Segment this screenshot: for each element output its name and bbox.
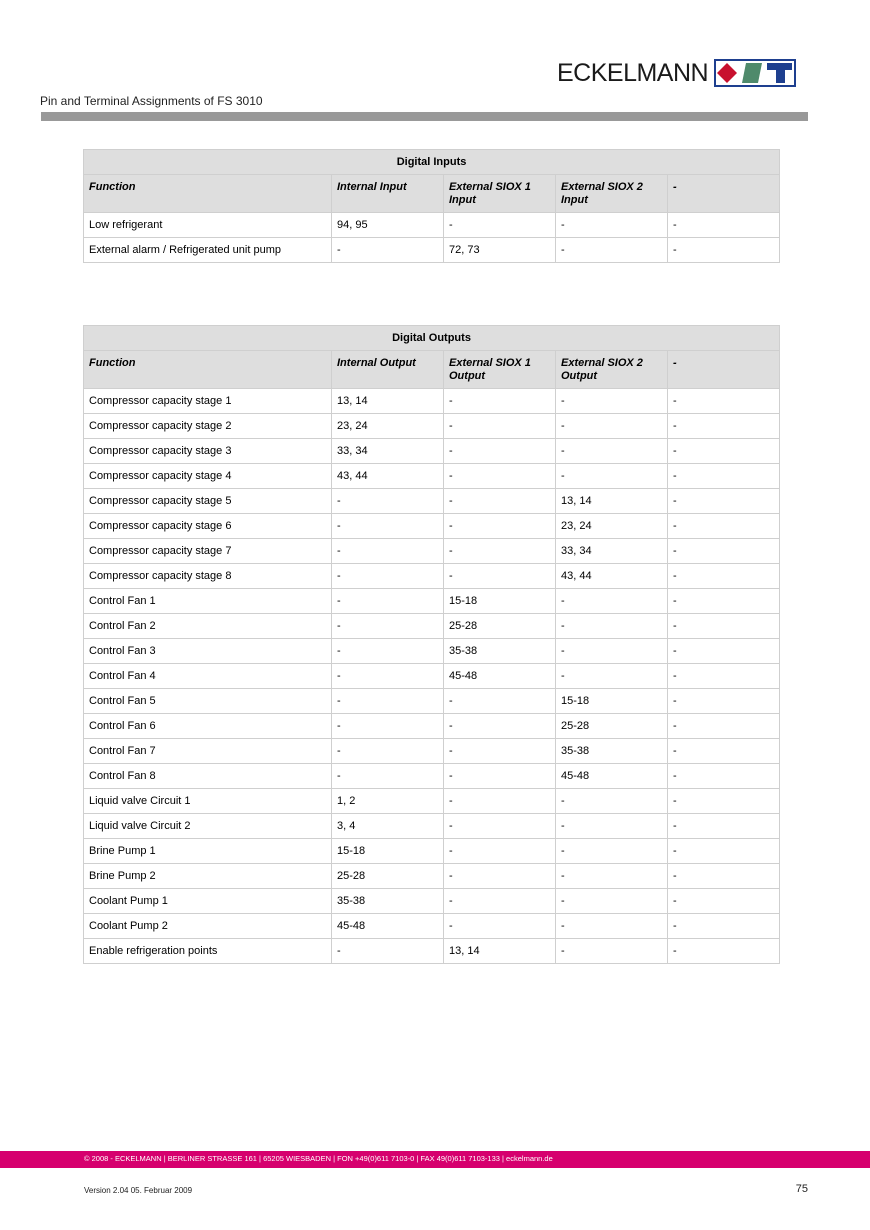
table-cell: Compressor capacity stage 8 <box>84 564 332 589</box>
column-header: Internal Output <box>332 351 444 389</box>
table-cell: External alarm / Refrigerated unit pump <box>84 238 332 263</box>
table-cell: - <box>668 439 780 464</box>
table-cell: Control Fan 7 <box>84 739 332 764</box>
digital-outputs-table <box>83 325 780 964</box>
table-cell: - <box>332 739 444 764</box>
table-cell: - <box>556 213 668 238</box>
table-cell: 33, 34 <box>556 539 668 564</box>
table-row <box>84 889 780 914</box>
table-cell: Control Fan 1 <box>84 589 332 614</box>
table-cell: 15-18 <box>444 589 556 614</box>
table-cell: 13, 14 <box>332 389 444 414</box>
table-cell: - <box>444 514 556 539</box>
table-cell: 43, 44 <box>332 464 444 489</box>
table-cell: - <box>444 914 556 939</box>
table-cell: Control Fan 6 <box>84 714 332 739</box>
table-cell: Control Fan 4 <box>84 664 332 689</box>
table-cell: - <box>668 213 780 238</box>
table-cell: 25-28 <box>556 714 668 739</box>
table-cell: - <box>444 213 556 238</box>
table-cell: - <box>332 489 444 514</box>
table-cell: 25-28 <box>332 864 444 889</box>
table-row <box>84 764 780 789</box>
digital-inputs-table <box>83 149 780 263</box>
table-cell: - <box>444 864 556 889</box>
table-cell: 33, 34 <box>332 439 444 464</box>
table-cell: Control Fan 5 <box>84 689 332 714</box>
table-cell: Compressor capacity stage 7 <box>84 539 332 564</box>
table-cell: 13, 14 <box>444 939 556 964</box>
table-cell: - <box>668 514 780 539</box>
table-cell: 15-18 <box>556 689 668 714</box>
table-cell: 72, 73 <box>444 238 556 263</box>
table-cell: Compressor capacity stage 4 <box>84 464 332 489</box>
table-cell: 3, 4 <box>332 814 444 839</box>
table-row <box>84 939 780 964</box>
table-cell: - <box>444 814 556 839</box>
table-cell: 25-28 <box>444 614 556 639</box>
table-cell: - <box>332 539 444 564</box>
table-cell: - <box>668 889 780 914</box>
table-row <box>84 464 780 489</box>
table-cell: Control Fan 8 <box>84 764 332 789</box>
table-cell: Coolant Pump 1 <box>84 889 332 914</box>
table-cell: 45-48 <box>444 664 556 689</box>
table-cell: - <box>556 889 668 914</box>
table-row <box>84 238 780 263</box>
table-cell: Control Fan 2 <box>84 614 332 639</box>
table-cell: Brine Pump 2 <box>84 864 332 889</box>
table-cell: - <box>668 714 780 739</box>
column-header: External SIOX 1 Output <box>444 351 556 389</box>
footer-band <box>0 1151 870 1168</box>
column-header: External SIOX 2 Input <box>556 175 668 213</box>
table-cell: - <box>668 739 780 764</box>
table-row <box>84 664 780 689</box>
table-cell: 15-18 <box>332 839 444 864</box>
table-cell: Compressor capacity stage 3 <box>84 439 332 464</box>
table-cell: - <box>668 764 780 789</box>
table-cell: 35-38 <box>444 639 556 664</box>
table-cell: - <box>332 639 444 664</box>
table-row <box>84 514 780 539</box>
table-cell: - <box>444 839 556 864</box>
table-cell: 35-38 <box>556 739 668 764</box>
table-cell: - <box>668 639 780 664</box>
table-cell: - <box>668 589 780 614</box>
table-cell: - <box>444 764 556 789</box>
table-cell: 13, 14 <box>556 489 668 514</box>
table-cell: - <box>668 389 780 414</box>
document-title: Pin and Terminal Assignments of FS 3010 <box>40 94 263 108</box>
table-row <box>84 714 780 739</box>
table-cell: 1, 2 <box>332 789 444 814</box>
table-cell: - <box>332 614 444 639</box>
table-cell: - <box>332 764 444 789</box>
table-cell: - <box>332 664 444 689</box>
table-cell: Coolant Pump 2 <box>84 914 332 939</box>
column-header: External SIOX 2 Output <box>556 351 668 389</box>
table-cell: - <box>556 389 668 414</box>
table-cell: - <box>332 564 444 589</box>
table-cell: - <box>444 564 556 589</box>
table-cell: - <box>556 439 668 464</box>
table-cell: - <box>556 614 668 639</box>
table-cell: Compressor capacity stage 2 <box>84 414 332 439</box>
table-cell: - <box>668 789 780 814</box>
column-header: External SIOX 1 Input <box>444 175 556 213</box>
table-cell: - <box>556 464 668 489</box>
table-cell: - <box>668 689 780 714</box>
table-cell: - <box>332 939 444 964</box>
page-number: 75 <box>795 1183 808 1195</box>
table-row <box>84 213 780 238</box>
table-cell: - <box>556 664 668 689</box>
table-cell: - <box>444 439 556 464</box>
version-info: Version 2.04 05. Februar 2009 <box>84 1186 193 1195</box>
column-header: Internal Input <box>332 175 444 213</box>
table-cell: - <box>444 714 556 739</box>
table-cell: - <box>332 689 444 714</box>
eckelmann-logo <box>557 58 796 88</box>
table-row <box>84 689 780 714</box>
digital-inputs-body <box>84 213 780 263</box>
table-cell: - <box>444 689 556 714</box>
table-cell: - <box>332 238 444 263</box>
table-cell: - <box>668 814 780 839</box>
table-cell: - <box>668 489 780 514</box>
column-header: Function <box>84 175 332 213</box>
table-row <box>84 539 780 564</box>
table-row <box>84 839 780 864</box>
table-cell: 35-38 <box>332 889 444 914</box>
digital-outputs-body <box>84 389 780 964</box>
table-cell: - <box>668 238 780 263</box>
table-row <box>84 639 780 664</box>
table-cell: - <box>556 839 668 864</box>
table-cell: - <box>444 539 556 564</box>
table-cell: - <box>444 789 556 814</box>
table-cell: - <box>556 789 668 814</box>
table-cell: Liquid valve Circuit 1 <box>84 789 332 814</box>
table-cell: 45-48 <box>556 764 668 789</box>
table-row <box>84 564 780 589</box>
table-row <box>84 414 780 439</box>
footer-contact-text: © 2008 - ECKELMANN | BERLINER STRASSE 161 | 65205 WIESBADEN | FON +49(0)611 7103-0 | FAX 49(0)611 7103-133 | eckelmann.de <box>84 1154 553 1163</box>
table-cell: - <box>668 414 780 439</box>
table-cell: - <box>668 864 780 889</box>
digital-outputs-title: Digital Outputs <box>84 326 780 351</box>
table-row <box>84 789 780 814</box>
table-cell: - <box>668 939 780 964</box>
table-cell: - <box>556 864 668 889</box>
table-row <box>84 739 780 764</box>
table-cell: - <box>556 814 668 839</box>
table-cell: Control Fan 3 <box>84 639 332 664</box>
table-cell: - <box>444 489 556 514</box>
table-cell: - <box>668 539 780 564</box>
column-header: Function <box>84 351 332 389</box>
table-cell: - <box>668 614 780 639</box>
header-rule <box>41 112 808 121</box>
table-cell: - <box>444 739 556 764</box>
table-cell: - <box>444 464 556 489</box>
digital-inputs-header-row <box>84 175 780 213</box>
table-cell: 23, 24 <box>332 414 444 439</box>
table-row <box>84 914 780 939</box>
table-cell: - <box>444 389 556 414</box>
table-cell: - <box>444 889 556 914</box>
table-cell: - <box>668 839 780 864</box>
table-cell: Compressor capacity stage 1 <box>84 389 332 414</box>
table-cell: - <box>556 414 668 439</box>
table-cell: Compressor capacity stage 6 <box>84 514 332 539</box>
digital-inputs-title: Digital Inputs <box>84 150 780 175</box>
table-cell: - <box>556 589 668 614</box>
table-row <box>84 439 780 464</box>
table-row <box>84 489 780 514</box>
table-cell: - <box>332 714 444 739</box>
table-cell: - <box>668 914 780 939</box>
table-cell: - <box>556 914 668 939</box>
table-row <box>84 614 780 639</box>
table-cell: Compressor capacity stage 5 <box>84 489 332 514</box>
table-cell: Liquid valve Circuit 2 <box>84 814 332 839</box>
table-cell: - <box>668 664 780 689</box>
table-cell: - <box>556 238 668 263</box>
digital-outputs-header-row <box>84 351 780 389</box>
logo-squares-icon <box>714 58 796 88</box>
column-header: - <box>668 351 780 389</box>
table-cell: - <box>556 939 668 964</box>
table-cell: - <box>556 639 668 664</box>
table-row <box>84 389 780 414</box>
logo-wordmark: ECKELMANN <box>557 59 709 87</box>
table-cell: Enable refrigeration points <box>84 939 332 964</box>
table-cell: 45-48 <box>332 914 444 939</box>
table-cell: - <box>444 414 556 439</box>
table-row <box>84 814 780 839</box>
table-cell: - <box>668 564 780 589</box>
table-cell: Low refrigerant <box>84 213 332 238</box>
table-row <box>84 589 780 614</box>
table-cell: 23, 24 <box>556 514 668 539</box>
table-cell: - <box>332 514 444 539</box>
table-cell: 94, 95 <box>332 213 444 238</box>
table-row <box>84 864 780 889</box>
table-cell: 43, 44 <box>556 564 668 589</box>
table-cell: Brine Pump 1 <box>84 839 332 864</box>
table-cell: - <box>668 464 780 489</box>
column-header: - <box>668 175 780 213</box>
table-cell: - <box>332 589 444 614</box>
